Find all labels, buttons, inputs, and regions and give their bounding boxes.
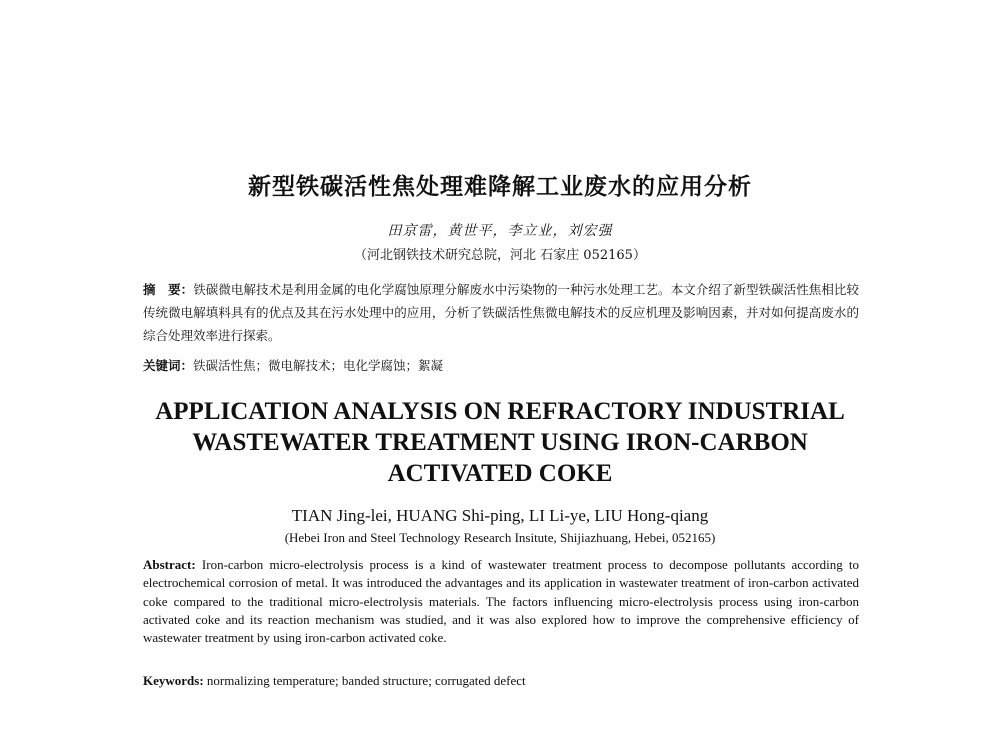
chinese-keywords-label: 关键词： (143, 358, 194, 373)
english-keywords-label: Keywords: (143, 673, 204, 688)
english-authors: TIAN Jing-lei, HUANG Shi-ping, LI Li-ye, LIU Hong-qiang (291, 506, 709, 525)
chinese-abstract-text: 铁碳微电解技术是利用金属的电化学腐蚀原理分解废水中污染物的一种污水处理工艺。本文介绍了新型铁碳活性焦相比较传统微电解填料具有的优点及其在污水处理中的应用，分析了铁碳活性焦微电解技术的反应机理及影响因素，并对如何提高废水的综合处理效率进行探索。 (143, 282, 859, 343)
english-abstract-text: Iron-carbon micro-electrolysis process is a kind of wastewater treatment process to decompose pollutants according to electrochemical corrosion of metal. It was introduced the advantages and its application in wastewater treatment of iron-carbon activated coke compared to the traditional micro-electrolysis materials. The factors influencing micro-electrolysis process using iron-carbon activated coke and its reaction mechanism was studied, and it was also explored how to improve the comprehensive efficiency of wastewater treatment by using iron-carbon activated coke. (143, 557, 860, 646)
english-title-line-2: WASTEWATER TREATMENT USING IRON-CARBON (192, 429, 808, 456)
chinese-authors: 田京雷，黄世平，李立业，刘宏强 (387, 223, 613, 239)
chinese-keywords (143, 356, 859, 374)
chinese-affiliation: （河北钢铁技术研究总院，河北 石家庄 052165） (354, 248, 646, 263)
chinese-title: 新型铁碳活性焦处理难降解工业废水的应用分析 (248, 174, 752, 200)
english-title (0, 396, 1000, 489)
english-keywords (143, 673, 859, 689)
english-title-line-3: ACTIVATED COKE (387, 460, 613, 487)
chinese-abstract (143, 278, 859, 347)
english-keywords-text: normalizing temperature; banded structure; corrugated defect (206, 673, 526, 688)
english-affiliation: (Hebei Iron and Steel Technology Research Insitute, Shijiazhuang, Hebei, 052165) (284, 530, 716, 545)
english-abstract-label: Abstract: (143, 557, 196, 572)
english-abstract (143, 556, 859, 647)
chinese-keywords-text: 铁碳活性焦；微电解技术；电化学腐蚀；絮凝 (193, 358, 444, 373)
chinese-abstract-label: 摘 要： (143, 282, 194, 297)
english-title-line-1: APPLICATION ANALYSIS ON REFRACTORY INDUSTRIAL (155, 398, 845, 425)
